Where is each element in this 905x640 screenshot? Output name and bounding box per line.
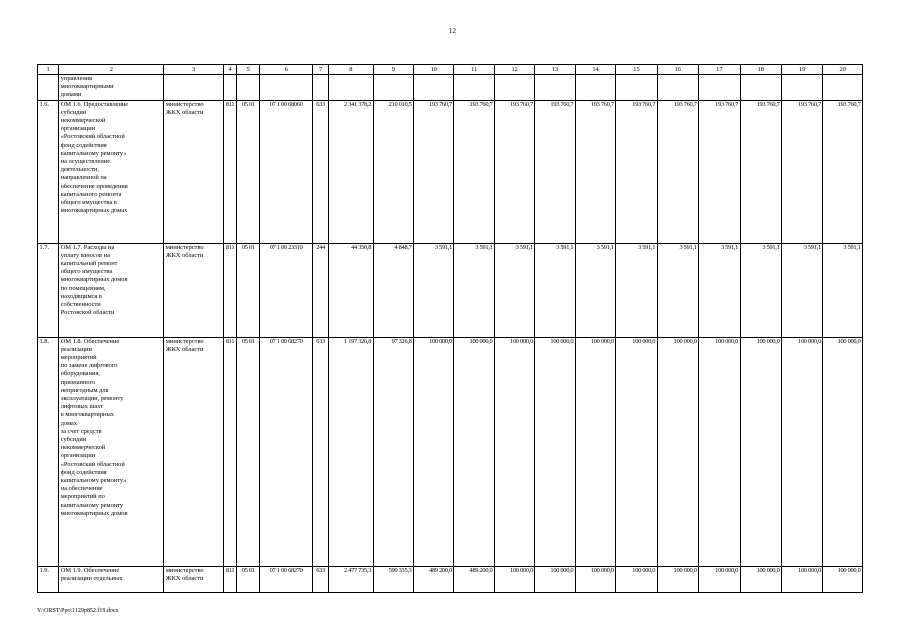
column-header-7: 7 xyxy=(312,65,328,75)
year-amount: 193 760,7 xyxy=(575,100,615,243)
year-amount: 3 591,1 xyxy=(575,243,615,337)
year-amount: 97 326,8 xyxy=(373,337,413,566)
year-amount: 100 000,0 xyxy=(699,337,740,566)
year-amount: 489 200,0 xyxy=(414,566,454,592)
year-amount: 100 000,0 xyxy=(823,337,863,566)
year-amount: 3 591,1 xyxy=(494,243,534,337)
year-amount: 100 000,0 xyxy=(657,566,698,592)
table-row xyxy=(38,243,863,337)
rzpr-code: 05 01 xyxy=(237,100,260,243)
column-header-13: 13 xyxy=(535,65,575,75)
column-header-5: 5 xyxy=(237,65,260,75)
column-header-19: 19 xyxy=(781,65,822,75)
table-row xyxy=(38,337,863,566)
column-header-2: 2 xyxy=(59,65,164,75)
year-amount: 100 000,0 xyxy=(575,566,615,592)
csr-code: 07 1 00 23310 xyxy=(260,243,313,337)
year-amount: 100 000,0 xyxy=(414,337,454,566)
continuation-text: управления многоквартирными домами xyxy=(59,75,164,101)
column-header-15: 15 xyxy=(616,65,657,75)
year-amount: 100 000,0 xyxy=(454,337,494,566)
year-amount: 3 591,1 xyxy=(657,243,698,337)
column-header-12: 12 xyxy=(494,65,534,75)
year-amount: 100 000,0 xyxy=(494,337,534,566)
column-header-20: 20 xyxy=(823,65,863,75)
row-index: 1.9. xyxy=(38,566,59,592)
year-amount: 489 200,0 xyxy=(454,566,494,592)
executor: министерство ЖКХ области xyxy=(164,100,224,243)
vr-code: 244 xyxy=(312,243,328,337)
year-amount: 3 591,1 xyxy=(535,243,575,337)
year-amount: 193 760,7 xyxy=(414,100,454,243)
file-path-footer: Y:\ORST\Ppo\1129p852.f19.docx xyxy=(37,608,119,614)
column-header-16: 16 xyxy=(657,65,698,75)
column-header-10: 10 xyxy=(414,65,454,75)
year-amount: 3 591,1 xyxy=(454,243,494,337)
year-amount: 100 000,0 xyxy=(575,337,615,566)
year-amount: 3 591,1 xyxy=(616,243,657,337)
year-amount: 193 760,7 xyxy=(657,100,698,243)
year-amount: 3 591,1 xyxy=(414,243,454,337)
column-header-17: 17 xyxy=(699,65,740,75)
year-amount: 193 760,7 xyxy=(781,100,822,243)
table-row xyxy=(38,100,863,243)
year-amount: 100 000,0 xyxy=(616,337,657,566)
column-header-3: 3 xyxy=(164,65,224,75)
csr-code: 07 1 00 68270 xyxy=(260,566,313,592)
year-amount: 193 760,7 xyxy=(699,100,740,243)
year-amount: 599 335,3 xyxy=(373,566,413,592)
year-amount: 100 000,0 xyxy=(657,337,698,566)
year-amount: 193 760,7 xyxy=(535,100,575,243)
row-index: 1.7. xyxy=(38,243,59,337)
column-number-row xyxy=(38,65,863,75)
grbs-code: 811 xyxy=(224,566,237,592)
column-header-11: 11 xyxy=(454,65,494,75)
event-name: ОМ 1.9. Обеспечение реализации отдельных xyxy=(59,566,164,592)
year-amount: 3 591,1 xyxy=(823,243,863,337)
event-name: ОМ 1.7. Расходы на уплату взносов на капитальный ремонт общего имущества многоквартирных домов по помещениям, находящимся в собственности Ростовской области xyxy=(59,243,164,337)
event-name: ОМ 1.6. Предоставление субсидии некоммерческой организации «Ростовский областной фонд содействия капитальному ремонту» на осуществление деятельности, направленной на обеспечение проведения капитального ремонта общего имущества в многоквартирных домах xyxy=(59,100,164,243)
year-amount: 100 000,0 xyxy=(781,566,822,592)
rzpr-code: 05 01 xyxy=(237,337,260,566)
executor: министерство ЖКХ области xyxy=(164,337,224,566)
year-amount: 193 760,7 xyxy=(823,100,863,243)
column-header-14: 14 xyxy=(575,65,615,75)
rzpr-code: 05 01 xyxy=(237,566,260,592)
year-amount: 100 000,0 xyxy=(740,566,781,592)
year-amount: 100 000,0 xyxy=(494,566,534,592)
column-header-4: 4 xyxy=(224,65,237,75)
vr-code: 633 xyxy=(312,337,328,566)
column-header-1: 1 xyxy=(38,65,59,75)
year-amount: 3 591,1 xyxy=(740,243,781,337)
table-row xyxy=(38,566,863,592)
column-header-6: 6 xyxy=(260,65,313,75)
rzpr-code: 05 01 xyxy=(237,243,260,337)
row-index: 1.6. xyxy=(38,100,59,243)
executor: министерство ЖКХ области xyxy=(164,566,224,592)
year-amount: 3 591,1 xyxy=(781,243,822,337)
year-amount: 193 760,7 xyxy=(494,100,534,243)
vr-code: 633 xyxy=(312,566,328,592)
year-amount: 4 848,7 xyxy=(373,243,413,337)
continuation-idx-cell xyxy=(38,75,59,101)
grbs-code: 811 xyxy=(224,100,237,243)
column-header-9: 9 xyxy=(373,65,413,75)
event-name: ОМ 1.8. Обеспечение реализации мероприятий по замене лифтового оборудования, признанного непригодным для эксплуатации, ремонту лифтовых шахт в многоквартирных домах за счет средств субсидии некоммерческой организации «Ростовский областной фонд содействия капитальному ремонту» на обеспечение мероприятий по капитальному ремонту многоквартирных домов xyxy=(59,337,164,566)
column-header-18: 18 xyxy=(740,65,781,75)
year-amount: 100 000,0 xyxy=(535,566,575,592)
total-amount: 2 341 378,2 xyxy=(329,100,373,243)
year-amount: 100 000,0 xyxy=(740,337,781,566)
year-amount: 210 010,5 xyxy=(373,100,413,243)
total-amount: 1 197 326,8 xyxy=(329,337,373,566)
csr-code: 07 1 00 68270 xyxy=(260,337,313,566)
budget-table xyxy=(37,64,863,593)
row-index: 1.8. xyxy=(38,337,59,566)
year-amount: 100 000,0 xyxy=(699,566,740,592)
year-amount: 100 000,0 xyxy=(823,566,863,592)
total-amount: 44 350,8 xyxy=(329,243,373,337)
year-amount: 193 760,7 xyxy=(740,100,781,243)
csr-code: 07 1 00 68060 xyxy=(260,100,313,243)
grbs-code: 811 xyxy=(224,337,237,566)
total-amount: 2 477 735,3 xyxy=(329,566,373,592)
year-amount: 3 591,1 xyxy=(699,243,740,337)
executor: министерство ЖКХ области xyxy=(164,243,224,337)
continuation-row xyxy=(38,75,863,101)
vr-code: 633 xyxy=(312,100,328,243)
column-header-8: 8 xyxy=(329,65,373,75)
year-amount: 100 000,0 xyxy=(535,337,575,566)
year-amount: 193 760,7 xyxy=(454,100,494,243)
year-amount: 100 000,0 xyxy=(781,337,822,566)
year-amount: 100 000,0 xyxy=(616,566,657,592)
grbs-code: 811 xyxy=(224,243,237,337)
year-amount: 193 760,7 xyxy=(616,100,657,243)
page-number: 12 xyxy=(449,27,456,35)
